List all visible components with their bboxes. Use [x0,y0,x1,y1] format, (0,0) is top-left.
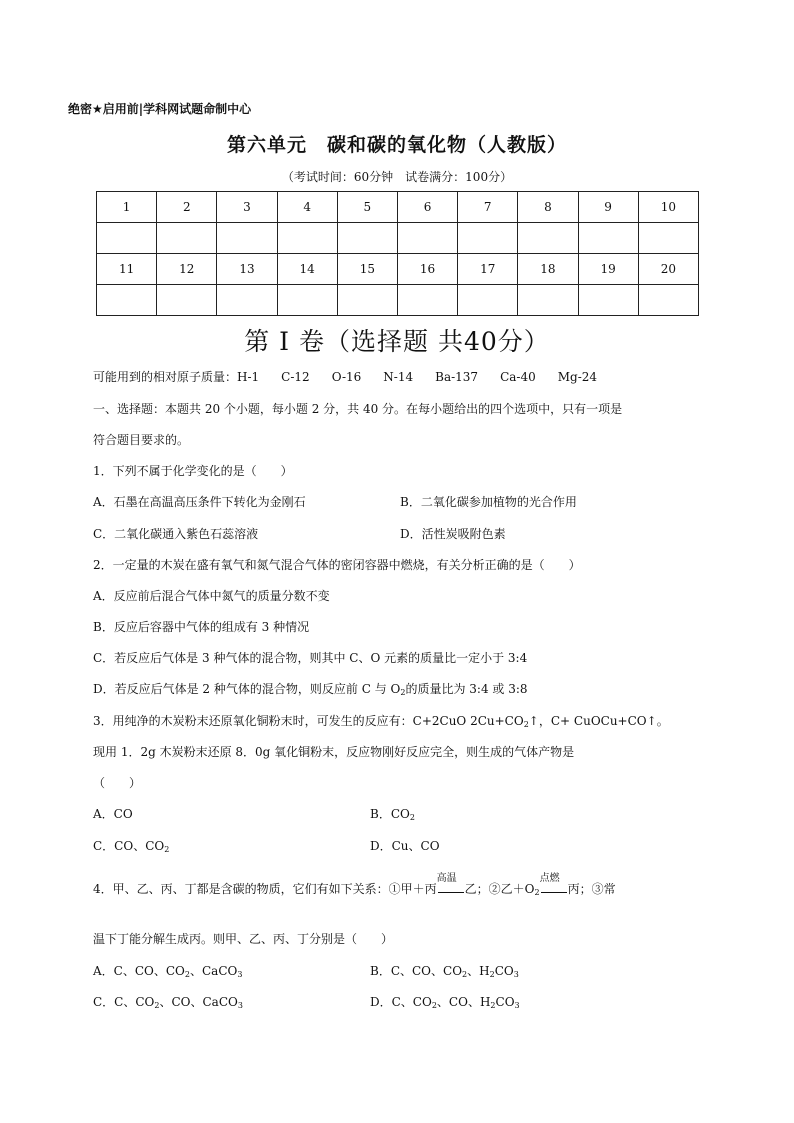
q4-option-d-text: 、CO、H [436,995,491,1009]
q3-stem-line-1 [93,712,669,729]
instructions-line-2: 符合题目要求的。 [93,433,190,447]
subscript: 3 [237,970,243,979]
subscript: 3 [513,970,519,979]
q4-option-c[interactable] [93,993,243,1010]
atomic-mass-item: Ba-137 [435,370,479,384]
q2-option-d-text: D．若反应后气体是 2 种气体的混合物，则反应前 C 与 O [93,682,401,696]
table-cell: 15 [337,254,397,285]
table-cell: 12 [157,254,217,285]
answer-cell[interactable] [638,223,698,254]
q3-option-b-text: B．CO [370,807,410,821]
instructions-line-1: 一、选择题：本题共 20 个小题，每小题 2 分，共 40 分。在每小题给出的四个选项中，只有一项是 [93,402,623,416]
answer-cell[interactable] [337,285,397,316]
answer-cell[interactable] [217,285,277,316]
table-cell: 9 [578,192,638,223]
q3-option-c-text: C．CO、CO [93,839,165,853]
table-cell: 19 [578,254,638,285]
table-cell: 4 [277,192,337,223]
subscript: 2 [523,720,529,729]
q4-option-b-text: CO [494,964,514,978]
q3-option-d[interactable]: D．Cu、CO [370,839,440,853]
q2-option-d[interactable] [93,680,528,697]
q1-option-b[interactable]: B．二氧化碳参加植物的光合作用 [400,495,577,509]
table-cell: 3 [217,192,277,223]
answer-cell[interactable] [337,223,397,254]
q2-stem: 2．一定量的木炭在盛有氧气和氮气混合气体的密闭容器中燃烧，有关分析正确的是（ ） [93,558,581,572]
table-row [97,254,699,285]
answer-cell[interactable] [397,223,457,254]
q2-option-d-text: 的质量比为 3:4 或 3:8 [405,682,528,696]
answer-cell[interactable] [458,223,518,254]
condition-label: 点燃 [539,873,560,884]
q4-stem-line-1 [93,873,616,897]
subscript: 2 [462,970,468,979]
reaction-arrow-high-temp [436,873,465,896]
q4-option-a-text: A．C、CO、CO [93,964,185,978]
answer-cell[interactable] [97,223,157,254]
condition-label: 高温 [436,873,457,884]
table-cell: 16 [397,254,457,285]
table-cell: 10 [638,192,698,223]
table-cell: 11 [97,254,157,285]
q3-stem-text: ↑，C+ CuOCu+CO↑。 [528,714,669,728]
q3-stem-text: 3．用纯净的木炭粉末还原氧化铜粉末时，可发生的反应有：C+2CuO 2Cu+CO [93,714,524,728]
answer-cell[interactable] [578,285,638,316]
subscript: 2 [431,1001,437,1010]
subscript: 3 [514,1001,520,1010]
atomic-mass-item: Mg-24 [557,370,598,384]
subscript: 2 [409,813,415,822]
reaction-arrow-ignite [539,873,568,896]
atomic-mass-item: C-12 [281,370,310,384]
section-title: 第 I 卷（选择题 共40分） [244,327,550,356]
q4-option-b-text: B．C、CO、CO [370,964,463,978]
q4-option-b[interactable] [370,962,519,979]
q3-stem-line-3: （ ） [93,776,142,790]
subscript: 2 [490,1001,496,1010]
subscript: 3 [237,1001,243,1010]
q2-option-c[interactable]: C．若反应后气体是 3 种气体的混合物，则其中 C、O 元素的质量比一定小于 3:4 [93,651,528,665]
q4-option-d[interactable] [370,993,520,1010]
answer-cell[interactable] [157,285,217,316]
table-row-answers [97,223,699,254]
q2-option-a[interactable]: A．反应前后混合气体中氮气的质量分数不变 [93,589,330,603]
q4-option-d-text: CO [495,995,515,1009]
answer-cell[interactable] [638,285,698,316]
table-cell: 18 [518,254,578,285]
atomic-mass-item: N-14 [383,370,414,384]
answer-cell[interactable] [578,223,638,254]
answer-cell[interactable] [217,223,277,254]
atomic-masses [93,368,597,385]
q2-option-b[interactable]: B．反应后容器中气体的组成有 3 种情况 [93,620,310,634]
subscript: 2 [184,970,190,979]
exam-info: （考试时间：60分钟 试卷满分：100分） [281,170,513,184]
atomic-mass-item: Ca-40 [500,370,536,384]
q1-option-a[interactable]: A．石墨在高温高压条件下转化为金刚石 [93,495,306,509]
answer-cell[interactable] [518,285,578,316]
answer-cell[interactable] [277,223,337,254]
table-row-answers [97,285,699,316]
subscript: 2 [164,845,170,854]
answer-cell[interactable] [157,223,217,254]
q1-stem: 1．下列不属于化学变化的是（ ） [93,464,293,478]
subscript: 2 [400,688,406,697]
q4-option-d-text: D．C、CO [370,995,432,1009]
q4-stem-text: 4．甲、乙、丙、丁都是含碳的物质，它们有如下关系：①甲＋丙 [93,882,437,896]
q4-option-c-text: 、CO、CaCO [159,995,238,1009]
table-row [97,192,699,223]
subscript: 2 [489,970,495,979]
q3-option-a[interactable]: A．CO [93,807,133,821]
answer-cell[interactable] [458,285,518,316]
q4-option-c-text: C．C、CO [93,995,155,1009]
subscript: 2 [534,888,540,897]
q3-option-c[interactable] [93,837,169,854]
q4-option-a-text: 、CaCO [189,964,238,978]
answer-table [96,191,699,316]
table-cell: 1 [97,192,157,223]
table-cell: 20 [638,254,698,285]
table-cell: 6 [397,192,457,223]
table-cell: 14 [277,254,337,285]
q4-stem-text: 乙；②乙＋O [464,882,535,896]
q1-option-d[interactable]: D．活性炭吸附色素 [400,527,506,541]
atomic-mass-item: H-1 [237,370,260,384]
table-cell: 13 [217,254,277,285]
q3-stem-line-2: 现用 1．2g 木炭粉末还原 8．0g 氧化铜粉末，反应物刚好反应完全，则生成的气体产物是 [93,745,575,759]
table-cell: 8 [518,192,578,223]
answer-cell[interactable] [97,285,157,316]
table-cell: 5 [337,192,397,223]
answer-cell[interactable] [397,285,457,316]
subscript: 2 [154,1001,160,1010]
table-cell: 7 [458,192,518,223]
answer-cell[interactable] [518,223,578,254]
atomic-masses-label: 可能用到的相对原子质量： [93,370,238,384]
page-title: 第六单元 碳和碳的氧化物（人教版） [226,134,567,156]
table-cell: 2 [157,192,217,223]
q1-option-c[interactable]: C．二氧化碳通入紫色石蕊溶液 [93,527,259,541]
q4-option-b-text: 、H [467,964,490,978]
q4-option-a[interactable] [93,962,242,979]
confidential-header: 绝密★启用前|学科网试题命制中心 [68,102,252,116]
atomic-mass-item: O-16 [331,370,362,384]
answer-cell[interactable] [277,285,337,316]
q4-stem-line-2: 温下丁能分解生成丙。则甲、乙、丙、丁分别是（ ） [93,932,394,946]
q4-stem-text: 丙；③常 [567,882,616,896]
table-cell: 17 [458,254,518,285]
q3-option-b[interactable] [370,805,415,822]
